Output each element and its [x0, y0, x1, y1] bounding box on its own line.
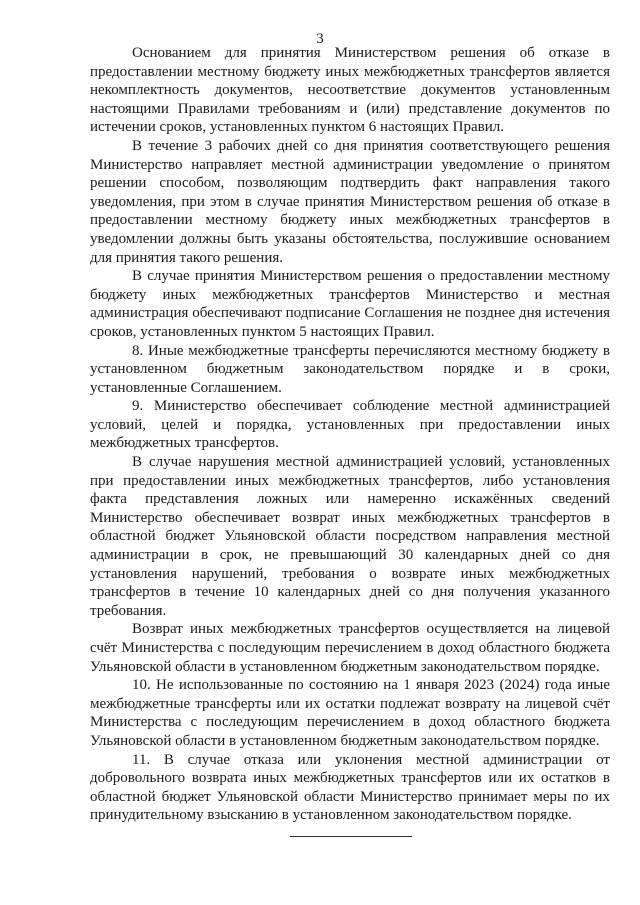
paragraph-item-8: 8. Иные межбюджетные трансферты перечисляются местному бюджету в установленном бюджетным законодательством порядке и в сроки, установленные Соглашением.	[90, 342, 610, 396]
paragraph-agreement-signing: В случае принятия Министерством решения о предоставлении местному бюджету иных межбюджетных трансфертов Министерство и местная администрация обеспечивают подписание Соглашения не позднее дня истечения сроков, установленных пунктом 5 настоящих Правил.	[90, 268, 610, 340]
page-number: 3	[316, 31, 324, 47]
paragraph-item-11: 11. В случае отказа или уклонения местной администрации от добровольного возврата иных межбюджетных трансфертов или их остатков в областной бюджет Ульяновской области Министерство принимает меры по их принудительному взысканию в установленном законодательством порядке.	[90, 751, 610, 824]
paragraph-item-10: 10. Не использованные по состоянию на 1 января 2023 (2024) года иные межбюджетные трансферты или их остатки подлежат возврату на лицевой счёт Министерства с последующим перечислением в доход областного бюджета Ульяновской области в установленном бюджетным законодательством порядке.	[90, 677, 610, 749]
paragraph-item-9: 9. Министерство обеспечивает соблюдение местной администрацией условий, целей и порядка, установленных при предоставлении иных межбюджетных трансфертов.	[90, 398, 610, 452]
end-divider-line	[290, 836, 412, 837]
paragraph-notification: В течение 3 рабочих дней со дня принятия соответствующего решения Министерство направляет местной администрации уведомление о принятом решении способом, позволяющим подтвердить факт направления такого уведомления, при этом в случае принятия Министерством решения об отказе в предоставлении местному бюджету иных межбюджетных трансфертов в уведомлении должны быть указаны обстоятельства, послужившие основанием для принятия такого решения.	[90, 137, 610, 266]
paragraph-return-account: Возврат иных межбюджетных трансфертов осуществляется на лицевой счёт Министерства с последующим перечислением в доход областного бюджета Ульяновской области в установленном бюджетным законодательством порядке.	[90, 621, 610, 675]
document-body	[90, 44, 610, 825]
paragraph-refusal-grounds: Основанием для принятия Министерством решения об отказе в предоставлении местному бюджету иных межбюджетных трансфертов является некомплектность документов, несоответствие документов установленным настоящими Правилами требованиям и (или) представление документов по истечении сроков, установленных пунктом 6 настоящих Правил.	[90, 45, 610, 136]
paragraph-violation: В случае нарушения местной администрацией условий, установленных при предоставлении иных межбюджетных трансфертов, либо установления факта представления ложных или намеренно искажённых сведений Министерство обеспечивает возврат иных межбюджетных трансфертов в областной бюджет Ульяновской области посредством направления местной администрации в срок, не превышающий 30 календарных дней со дня установления нарушений, требования о возврате иных межбюджетных трансфертов в течение 10 календарных дней со дня получения указанного требования.	[90, 454, 610, 619]
